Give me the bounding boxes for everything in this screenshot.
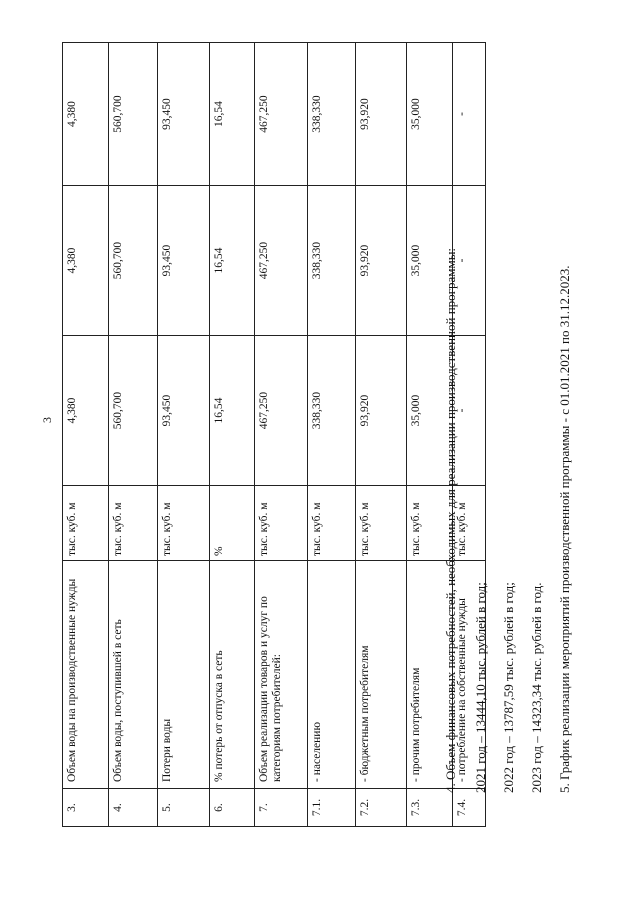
row-number: 3. xyxy=(63,789,109,827)
indicator-name: - бюджетным потребителям xyxy=(356,561,407,789)
value-2021: 467,250 xyxy=(255,336,308,486)
value-2023: 560,700 xyxy=(109,43,158,186)
indicator-name: % потерь от отпуска в сеть xyxy=(210,561,255,789)
unit-cell: тыс. куб. м xyxy=(63,486,109,561)
table-row xyxy=(255,43,308,827)
value-2021: 35,000 xyxy=(407,336,453,486)
value-2022: 16,54 xyxy=(210,186,255,336)
unit-cell: тыс. куб. м xyxy=(308,486,356,561)
value-2021: 560,700 xyxy=(109,336,158,486)
row-number: 7.2. xyxy=(356,789,407,827)
section-4-heading: 4. Объем финансовых потребностей, необходимых для реализации производственной программы: xyxy=(443,247,458,793)
value-2021: 93,920 xyxy=(356,336,407,486)
row-number: 5. xyxy=(158,789,210,827)
indicator-name: - потребление на собственные нужды xyxy=(453,561,486,789)
value-2022: 467,250 xyxy=(255,186,308,336)
production-program-table xyxy=(62,42,486,827)
value-2022: 560,700 xyxy=(109,186,158,336)
indicator-name: Объем воды на производственные нужды xyxy=(63,561,109,789)
table-row xyxy=(356,43,407,827)
row-number: 6. xyxy=(210,789,255,827)
value-2022: 93,920 xyxy=(356,186,407,336)
unit-cell: тыс. куб. м xyxy=(255,486,308,561)
indicator-name: Объем реализации товаров и услуг по категориям потребителей: xyxy=(255,561,308,789)
table-row xyxy=(308,43,356,827)
page-number: 3 xyxy=(40,417,54,423)
financing-2022: 2022 год – 13787,59 тыс. рублей в год; xyxy=(501,582,516,793)
indicator-name: Объем воды, поступившей в сеть xyxy=(109,561,158,789)
table-row xyxy=(158,43,210,827)
financing-2023: 2023 год – 14323,34 тыс. рублей в год. xyxy=(529,582,544,793)
value-2021: 93,450 xyxy=(158,336,210,486)
value-2021: 338,330 xyxy=(308,336,356,486)
value-2022: - xyxy=(453,186,486,336)
value-2022: 338,330 xyxy=(308,186,356,336)
unit-cell: тыс. куб. м xyxy=(158,486,210,561)
value-2023: 4,380 xyxy=(63,43,109,186)
value-2023: - xyxy=(453,43,486,186)
indicator-name: - населению xyxy=(308,561,356,789)
value-2021: - xyxy=(453,336,486,486)
row-number: 7.3. xyxy=(407,789,453,827)
row-number: 7.1. xyxy=(308,789,356,827)
value-2023: 16,54 xyxy=(210,43,255,186)
indicator-name: Потери воды xyxy=(158,561,210,789)
table-row xyxy=(210,43,255,827)
value-2023: 338,330 xyxy=(308,43,356,186)
value-2023: 35,000 xyxy=(407,43,453,186)
value-2021: 16,54 xyxy=(210,336,255,486)
unit-cell: тыс. куб. м xyxy=(407,486,453,561)
value-2023: 93,450 xyxy=(158,43,210,186)
value-2022: 35,000 xyxy=(407,186,453,336)
indicator-name: - прочим потребителям xyxy=(407,561,453,789)
row-number: 7. xyxy=(255,789,308,827)
unit-cell: тыс. куб. м xyxy=(356,486,407,561)
value-2023: 467,250 xyxy=(255,43,308,186)
row-number: 7.4. xyxy=(453,789,486,827)
unit-cell: тыс. куб. м xyxy=(109,486,158,561)
value-2022: 93,450 xyxy=(158,186,210,336)
table-row xyxy=(63,43,109,827)
unit-cell: % xyxy=(210,486,255,561)
financing-2021: 2021 год – 13444,10 тыс. рублей в год; xyxy=(473,582,488,793)
section-5-heading: 5. График реализации мероприятий производственной программы - с 01.01.2021 по 31.12.2023. xyxy=(557,265,572,793)
unit-cell: тыс. куб. м xyxy=(453,486,486,561)
value-2023: 93,920 xyxy=(356,43,407,186)
value-2021: 4,380 xyxy=(63,336,109,486)
value-2022: 4,380 xyxy=(63,186,109,336)
table-row xyxy=(109,43,158,827)
row-number: 4. xyxy=(109,789,158,827)
